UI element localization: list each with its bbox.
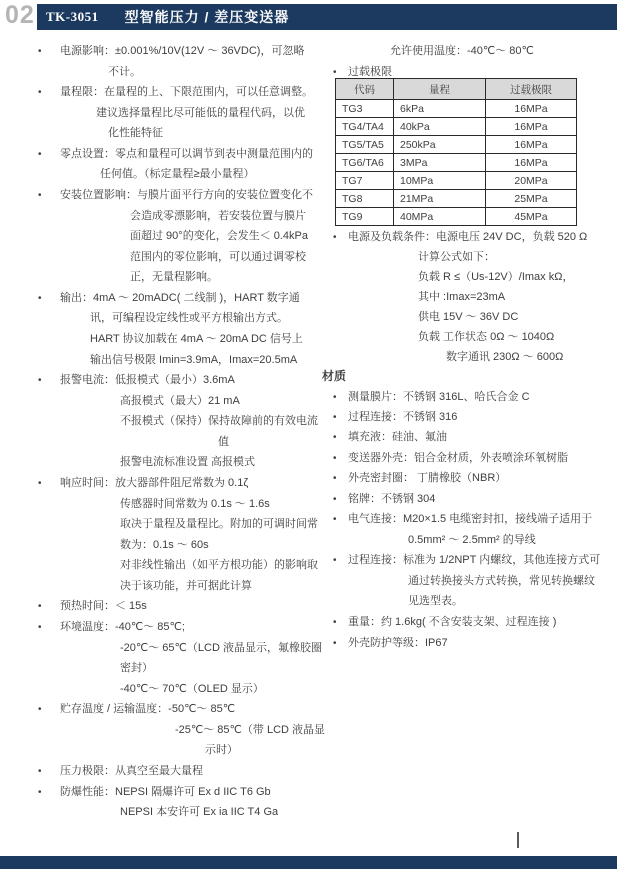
- spec-line: 报警电流：低报模式（最小）3.6mA: [60, 374, 235, 386]
- spec-line: 高报模式（最大）21 mA: [120, 395, 240, 407]
- spec-line: 报警电流标准设置 高报模式: [120, 456, 256, 468]
- spec-line: 压力极限：从真空至最大量程: [60, 765, 203, 777]
- table-row: [336, 154, 577, 172]
- spec-line: 数为：0.1s ～ 60s: [120, 539, 209, 551]
- table-row: [336, 136, 577, 154]
- bullet-icon: •: [38, 46, 42, 57]
- bullet-icon: •: [38, 704, 42, 715]
- table-row: [336, 118, 577, 136]
- spec-line: 示时）: [205, 744, 238, 756]
- spec-line: 外壳密封圈： 丁腈橡胶（NBR）: [348, 472, 507, 484]
- table-cell: TG6/TA6: [336, 154, 394, 172]
- bullet-icon: •: [333, 494, 337, 505]
- table-cell: 10MPa: [394, 172, 486, 190]
- table-cell: 250kPa: [394, 136, 486, 154]
- bullet-icon: •: [333, 232, 337, 243]
- spec-line: 测量膜片：不锈钢 316L、哈氏合金 C: [348, 391, 530, 403]
- spec-line: 响应时间：放大器部件阻尼常数为 0.1ζ: [60, 477, 249, 489]
- bullet-icon: •: [38, 622, 42, 633]
- bullet-icon: •: [333, 638, 337, 649]
- bullet-icon: •: [333, 555, 337, 566]
- table-header-cell: 代码: [336, 79, 394, 100]
- spec-line: 化性能特征: [108, 127, 163, 139]
- spec-line: 量程限：在量程的上、下限范围内，可以任意调整。: [60, 86, 313, 98]
- table-cell: 16MPa: [486, 136, 577, 154]
- spec-line: 变送器外壳：铝合金材质，外表喷涂环氧树脂: [348, 452, 568, 464]
- table-row: [336, 190, 577, 208]
- spec-line: -40℃～ 70℃（OLED 显示）: [120, 683, 264, 695]
- spec-line: 讯，可编程设定线性或平方根输出方式。: [90, 312, 288, 324]
- table-cell: TG8: [336, 190, 394, 208]
- spec-line: 预热时间：＜ 15s: [60, 600, 147, 612]
- spec-line: 面超过 90°的变化，会发生＜ 0.4kPa: [130, 230, 308, 242]
- table-cell: 16MPa: [486, 154, 577, 172]
- spec-line: 不计。: [108, 66, 141, 78]
- table-cell: 16MPa: [486, 100, 577, 118]
- bullet-icon: •: [38, 190, 42, 201]
- header-bar: [37, 4, 617, 30]
- bullet-icon: •: [38, 87, 42, 98]
- spec-line: 防爆性能：NEPSI 隔爆许可 Ex d IIC T6 Gb: [60, 786, 271, 798]
- table-cell: TG5/TA5: [336, 136, 394, 154]
- spec-line: HART 协议加载在 4mA ～ 20mA DC 信号上: [90, 333, 303, 345]
- bullet-icon: •: [333, 617, 337, 628]
- spec-line: 重量：约 1.6kg( 不含安装支架、过程连接 ): [348, 616, 557, 628]
- bullet-icon: •: [38, 601, 42, 612]
- spec-line: 取决于量程及量程比。附加的可调时间常: [120, 518, 318, 530]
- table-cell: TG9: [336, 208, 394, 226]
- table-cell: TG7: [336, 172, 394, 190]
- table-row: [336, 172, 577, 190]
- spec-line: 填充液：硅油、氟油: [348, 431, 447, 443]
- spec-line: 正，无量程影响。: [130, 271, 218, 283]
- spec-line: 对非线性输出（如平方根功能）的影响取: [120, 559, 318, 571]
- overload-limit-table: [335, 78, 577, 226]
- spec-line: 环境温度：-40℃～ 85℃;: [60, 621, 185, 633]
- table-cell: 25MPa: [486, 190, 577, 208]
- bullet-icon: •: [38, 149, 42, 160]
- spec-line: 电源影响：±0.001%/10V(12V ～ 36VDC)，可忽略: [60, 45, 305, 57]
- spec-line: -20℃～ 65℃（LCD 液晶显示，氟橡胶圈: [120, 642, 322, 654]
- spec-line: 密封）: [120, 662, 153, 674]
- table-header-cell: 量程: [394, 79, 486, 100]
- spec-line: 贮存温度 / 运输温度：-50℃～ 85℃: [60, 703, 236, 715]
- spec-line: 不报模式（保持）保持故障前的有效电流: [120, 415, 318, 427]
- table-cell: 3MPa: [394, 154, 486, 172]
- spec-line: 通过转换接头方式转换，常见转换螺纹: [408, 575, 595, 587]
- spec-line: 建议选择量程比尽可能低的量程代码，以优: [96, 107, 305, 119]
- spec-line: 值: [218, 436, 229, 448]
- spec-line: -25℃～ 85℃（带 LCD 液晶显: [175, 724, 326, 736]
- spec-line: 见选型表。: [408, 595, 463, 607]
- table-cell: 21MPa: [394, 190, 486, 208]
- spec-line: 0.5mm² ～ 2.5mm² 的导线: [408, 534, 536, 546]
- page-number: 02: [5, 1, 35, 29]
- table-cell: 40kPa: [394, 118, 486, 136]
- section-heading: 材质: [322, 369, 347, 383]
- bullet-icon: •: [333, 412, 337, 423]
- spec-line: 其中 :Imax=23mA: [418, 291, 506, 303]
- bullet-icon: •: [333, 432, 337, 443]
- spec-line: 计算公式如下：: [418, 251, 495, 263]
- bullet-icon: •: [38, 766, 42, 777]
- table-row: [336, 100, 577, 118]
- spec-line: 外壳防护等级：IP67: [348, 637, 448, 649]
- spec-line: 允许使用温度：-40℃～ 80℃: [390, 45, 534, 57]
- bullet-icon: •: [333, 473, 337, 484]
- spec-line: 决于该功能，并可据此计算: [120, 580, 252, 592]
- stray-mark: [517, 832, 519, 848]
- spec-line: 输出信号极限 Imin=3.9mA，Imax=20.5mA: [90, 354, 298, 366]
- spec-line: 范围内的零位影响，可以通过调零校: [130, 251, 306, 263]
- bullet-icon: •: [333, 392, 337, 403]
- spec-line: 零点设置：零点和量程可以调节到表中测量范围内的: [60, 148, 313, 160]
- bullet-icon: •: [38, 375, 42, 386]
- spec-line: 负载 工作状态 0Ω ～ 1040Ω: [418, 331, 555, 343]
- spec-line: 数字通讯 230Ω ～ 600Ω: [446, 351, 564, 363]
- spec-line: 过载极限: [348, 66, 392, 78]
- spec-line: NEPSI 本安许可 Ex ia IIC T4 Ga: [120, 806, 279, 818]
- model-code: TK-3051: [46, 9, 99, 24]
- table-cell: 6kPa: [394, 100, 486, 118]
- table-cell: TG3: [336, 100, 394, 118]
- bullet-icon: •: [333, 67, 337, 78]
- spec-line: 铭牌：不锈钢 304: [348, 493, 436, 505]
- table-cell: 40MPa: [394, 208, 486, 226]
- spec-line: 任何值。（标定量程≥最小量程）: [100, 168, 255, 180]
- spec-line: 输出：4mA ～ 20mADC( 二线制 )，HART 数字通: [60, 292, 300, 304]
- table-row: [336, 208, 577, 226]
- bullet-icon: •: [333, 514, 337, 525]
- spec-line: 电气连接：M20×1.5 电缆密封扣，接线端子适用于: [348, 513, 593, 525]
- table-cell: 16MPa: [486, 118, 577, 136]
- spec-line: 负载 R ≤（Us-12V）/Imax kΩ，: [418, 271, 574, 283]
- spec-line: 过程连接：标准为 1/2NPT 内螺纹，其他连接方式可: [348, 554, 601, 566]
- bullet-icon: •: [38, 293, 42, 304]
- bullet-icon: •: [38, 787, 42, 798]
- bullet-icon: •: [333, 453, 337, 464]
- table-header-cell: 过载极限: [486, 79, 577, 100]
- table-cell: TG4/TA4: [336, 118, 394, 136]
- spec-line: 电源及负载条件：电源电压 24V DC，负载 520 Ω: [348, 231, 588, 243]
- footer-bar: [0, 856, 617, 869]
- table-cell: 45MPa: [486, 208, 577, 226]
- table-cell: 20MPa: [486, 172, 577, 190]
- spec-line: 安装位置影响：与膜片面平行方向的安装位置变化不: [60, 189, 313, 201]
- page-title: 型智能压力 / 差压变送器: [124, 9, 290, 25]
- spec-line: 过程连接：不锈钢 316: [348, 411, 458, 423]
- spec-line: 传感器时间常数为 0.1s ～ 1.6s: [120, 498, 270, 510]
- spec-line: 会造成零漂影响，若安装位置与膜片: [130, 210, 306, 222]
- spec-line: 供电 15V ～ 36V DC: [418, 311, 519, 323]
- bullet-icon: •: [38, 478, 42, 489]
